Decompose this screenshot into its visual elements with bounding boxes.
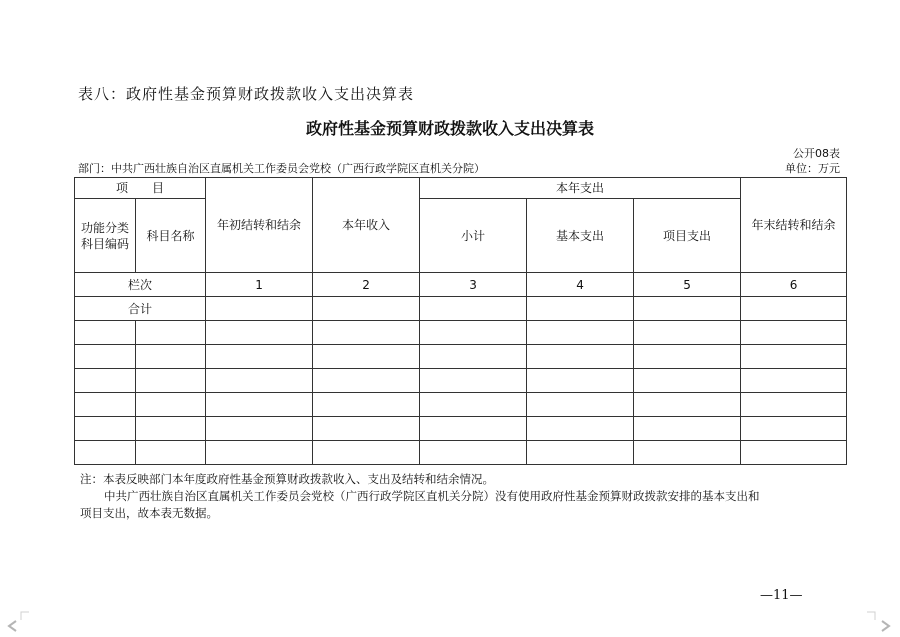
table-cell <box>634 321 741 345</box>
table-cell <box>634 393 741 417</box>
next-page-icon[interactable] <box>878 619 892 633</box>
table-cell <box>527 441 634 465</box>
table-cell <box>741 321 847 345</box>
table-row <box>75 441 847 465</box>
department-label: 部门：中共广西壮族自治区直属机关工作委员会党校（广西行政学院区直机关分院） <box>78 162 485 175</box>
column-number: 5 <box>634 273 741 297</box>
header-project: 项 目 <box>75 178 206 199</box>
column-number: 2 <box>313 273 420 297</box>
note-line-2: 中共广西壮族自治区直属机关工作委员会党校（广西行政学院区直机关分院）没有使用政府性基金预算财政拨款安排的基本支出和 <box>104 489 760 503</box>
table-cell <box>527 297 634 321</box>
table-cell <box>136 441 206 465</box>
table-cell <box>75 441 136 465</box>
column-number: 3 <box>420 273 527 297</box>
header-subtotal: 小计 <box>420 199 527 273</box>
table-cell <box>420 441 527 465</box>
note-line-3: 项目支出，故本表无数据。 <box>80 506 218 520</box>
column-number: 4 <box>527 273 634 297</box>
page-title: 政府性基金预算财政拨款收入支出决算表 <box>305 119 594 138</box>
table-cell <box>527 417 634 441</box>
table-row <box>75 321 847 345</box>
table-cell <box>136 321 206 345</box>
header-subject-name: 科目名称 <box>136 199 206 273</box>
table-cell <box>420 321 527 345</box>
table-row <box>75 369 847 393</box>
table-cell <box>420 297 527 321</box>
table-cell <box>741 417 847 441</box>
table-cell <box>75 417 136 441</box>
table-cell <box>313 441 420 465</box>
table-cell <box>634 345 741 369</box>
total-label: 合计 <box>75 297 206 321</box>
table-cell <box>136 417 206 441</box>
column-number-label: 栏次 <box>75 273 206 297</box>
table-cell <box>75 345 136 369</box>
corner-mark-icon <box>866 606 876 616</box>
prev-page-icon[interactable] <box>6 619 20 633</box>
table-cell <box>206 345 313 369</box>
table-cell <box>75 321 136 345</box>
table-cell <box>75 369 136 393</box>
table-cell <box>527 321 634 345</box>
page-number: —11— <box>760 588 803 603</box>
corner-mark-icon <box>20 606 30 616</box>
table-cell <box>313 369 420 393</box>
table-cell <box>741 441 847 465</box>
table-cell <box>741 393 847 417</box>
table-cell <box>206 297 313 321</box>
table-cell <box>741 297 847 321</box>
table-cell <box>527 393 634 417</box>
table-cell <box>206 321 313 345</box>
form-code: 公开08表 <box>793 147 840 160</box>
table-cell <box>136 345 206 369</box>
table-cell <box>313 345 420 369</box>
table-row <box>75 393 847 417</box>
table-cell <box>420 393 527 417</box>
table-cell <box>313 321 420 345</box>
header-expense-group: 本年支出 <box>420 178 741 199</box>
header-basic: 基本支出 <box>527 199 634 273</box>
table-cell <box>206 417 313 441</box>
table-cell <box>741 369 847 393</box>
budget-table <box>74 177 847 465</box>
table-cell <box>527 369 634 393</box>
table-cell <box>420 369 527 393</box>
table-row <box>75 417 847 441</box>
header-income: 本年收入 <box>313 178 420 273</box>
table-heading: 表八：政府性基金预算财政拨款收入支出决算表 <box>78 85 415 103</box>
table-cell <box>420 345 527 369</box>
table-cell <box>206 369 313 393</box>
table-cell <box>136 369 206 393</box>
table-cell <box>741 345 847 369</box>
table-cell <box>206 393 313 417</box>
table-cell <box>313 393 420 417</box>
table-cell <box>136 393 206 417</box>
table-cell <box>313 417 420 441</box>
table-cell <box>527 345 634 369</box>
column-number: 1 <box>206 273 313 297</box>
header-project-expense: 项目支出 <box>634 199 741 273</box>
table-cell <box>420 417 527 441</box>
unit-label: 单位：万元 <box>785 162 840 175</box>
table-cell <box>206 441 313 465</box>
column-number: 6 <box>741 273 847 297</box>
table-cell <box>634 441 741 465</box>
table-cell <box>634 417 741 441</box>
header-closing-balance: 年末结转和结余 <box>741 178 847 273</box>
note-line-1: 注：本表反映部门本年度政府性基金预算财政拨款收入、支出及结转和结余情况。 <box>80 472 494 486</box>
table-cell <box>75 393 136 417</box>
table-cell <box>634 369 741 393</box>
table-row <box>75 345 847 369</box>
table-cell <box>313 297 420 321</box>
table-cell <box>634 297 741 321</box>
column-number-row <box>75 273 847 297</box>
total-row <box>75 297 847 321</box>
header-opening-balance: 年初结转和结余 <box>206 178 313 273</box>
header-func-code: 功能分类科目编码 <box>75 199 136 273</box>
